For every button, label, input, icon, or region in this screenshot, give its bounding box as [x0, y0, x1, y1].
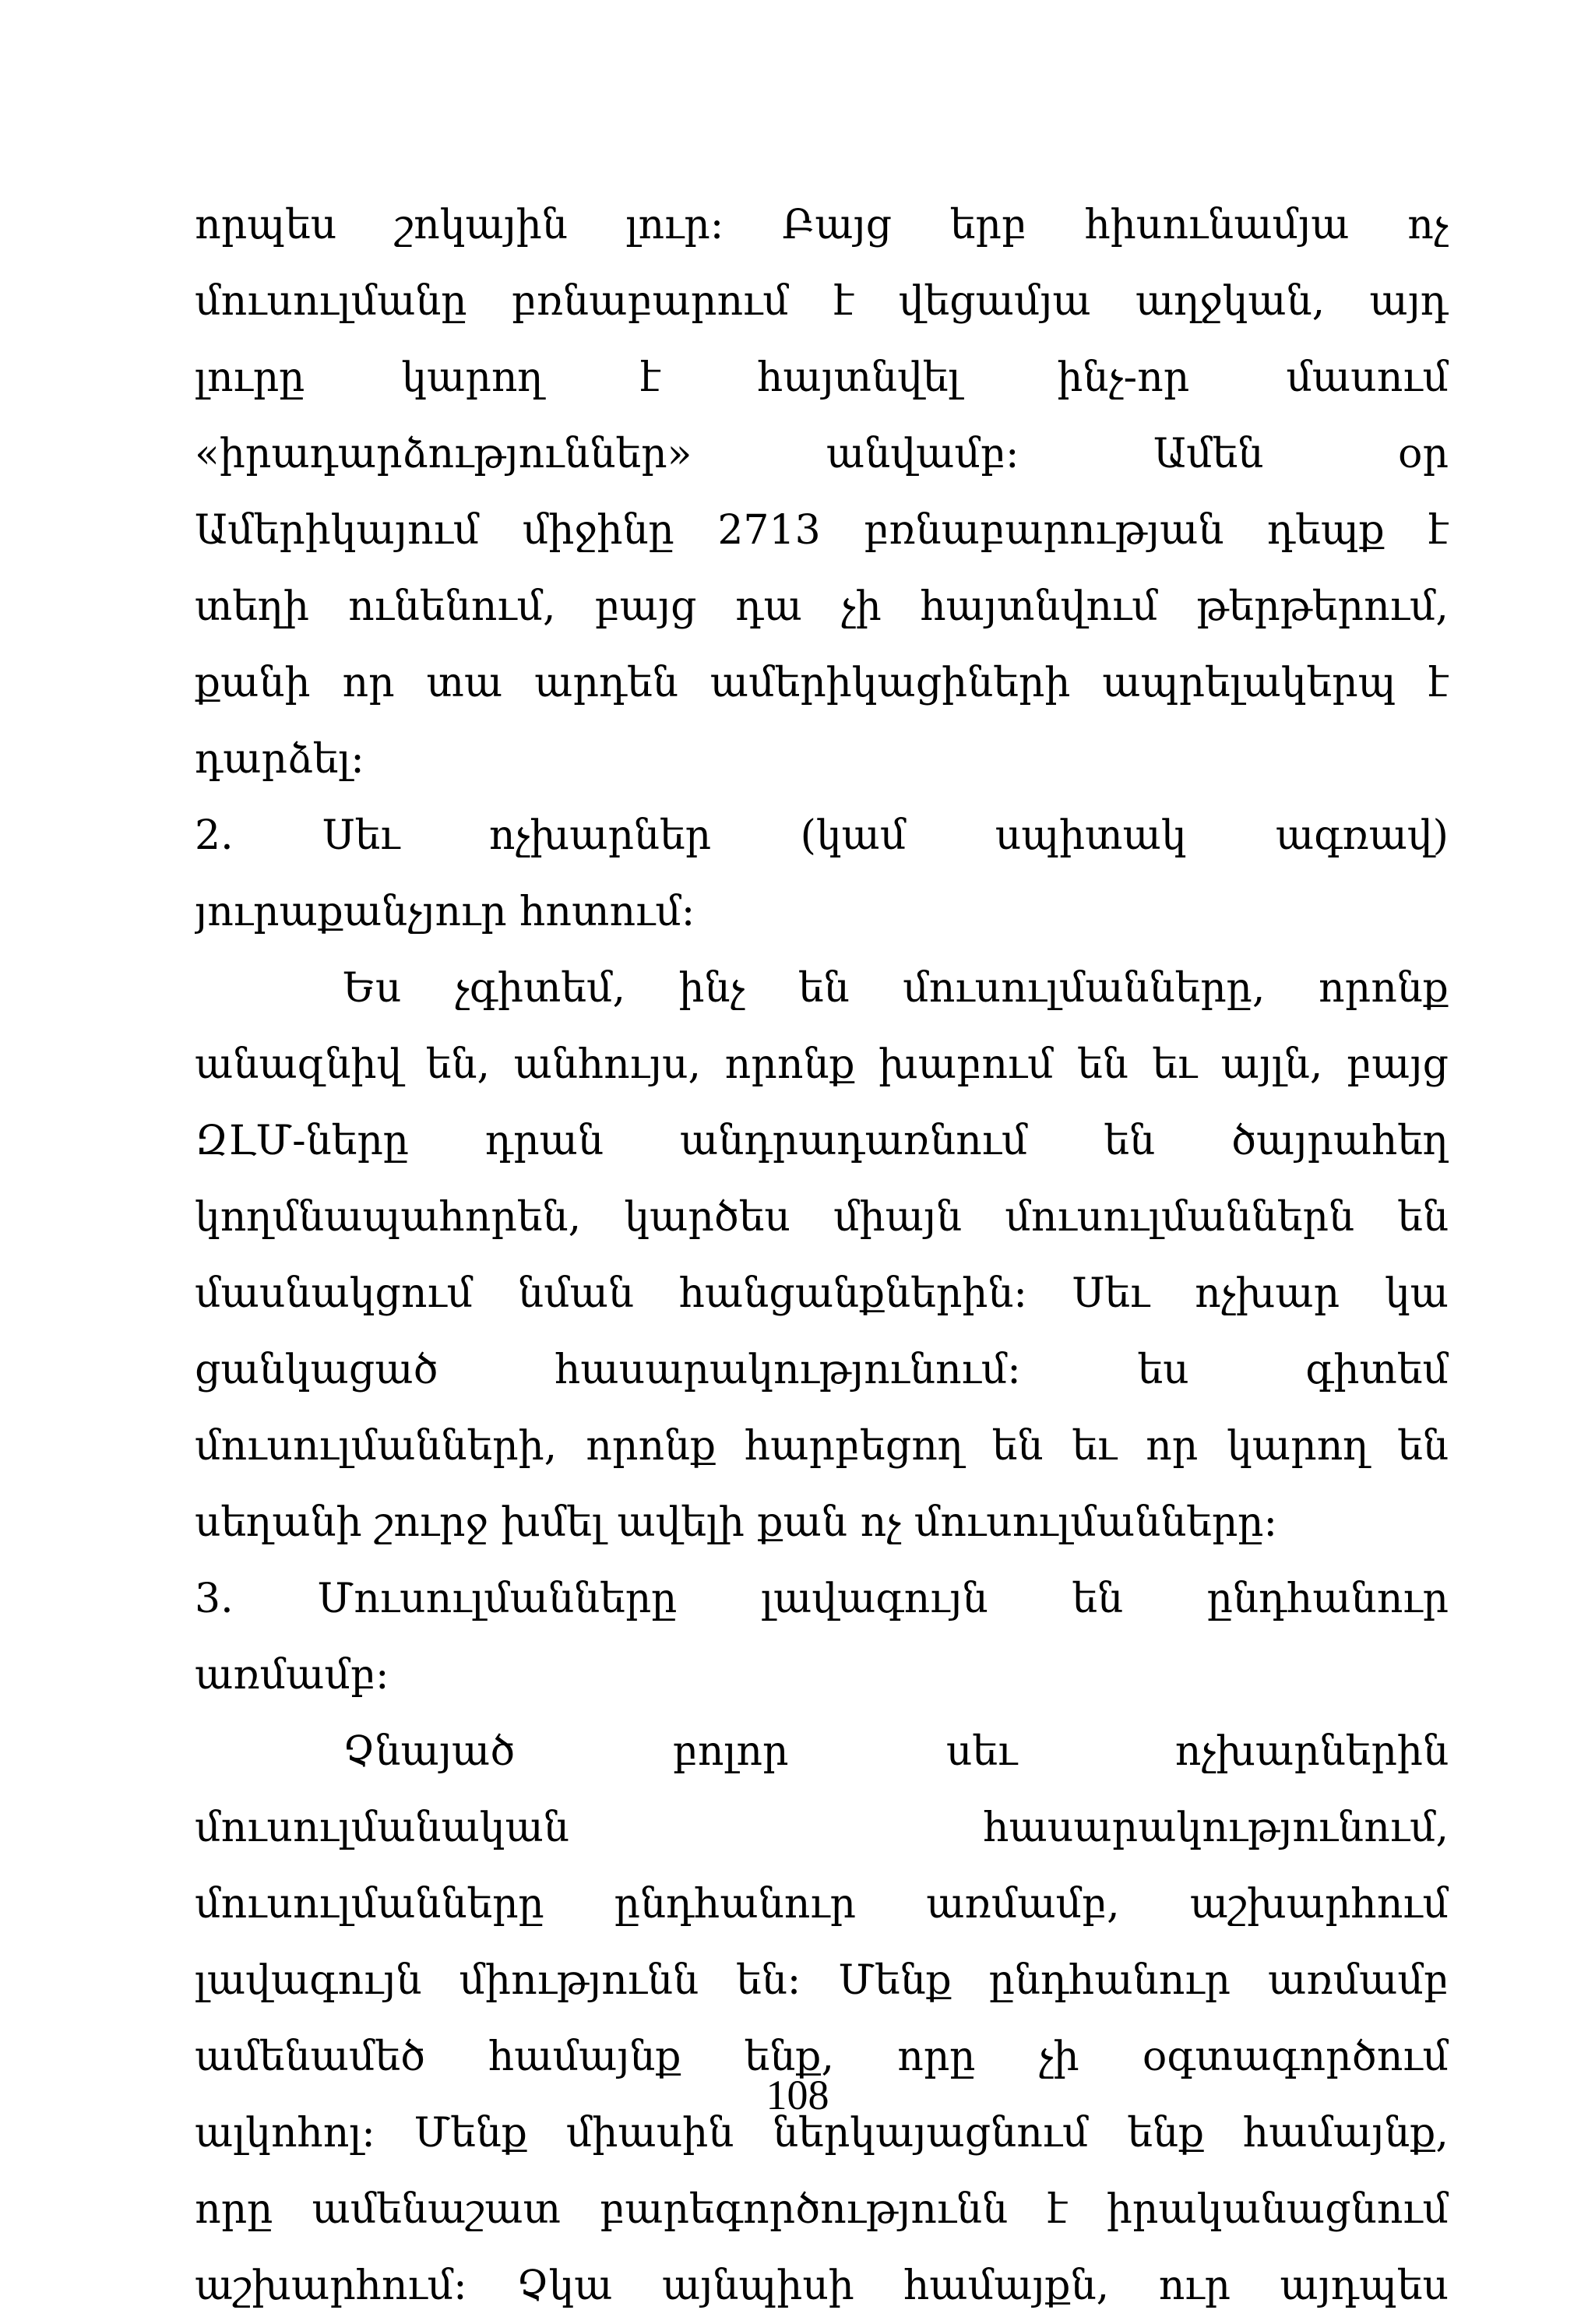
word: հայտնվել — [757, 354, 961, 401]
text-line — [195, 1255, 1449, 1332]
word: մասնակցում — [195, 1270, 474, 1317]
word: ագռավ) — [1275, 812, 1449, 859]
word: կարող — [1227, 1423, 1369, 1470]
word: ամենամեծ — [195, 2034, 425, 2080]
word: է — [1428, 507, 1449, 554]
word: օր — [1397, 431, 1449, 477]
word: վեցամյա — [898, 278, 1091, 325]
word: հանցանքներին: — [678, 1270, 1027, 1317]
word: դա — [735, 583, 802, 630]
word: մասում — [1286, 354, 1449, 401]
word: Ամեն — [1153, 431, 1264, 477]
word: ենք, — [744, 2034, 834, 2080]
word: ոչ — [860, 1499, 902, 1546]
text-line — [195, 263, 1449, 340]
word: այդպես — [1280, 2262, 1449, 2309]
word: հայտնվում — [920, 583, 1158, 630]
text-line — [195, 950, 1449, 1026]
word: Բայց — [782, 202, 893, 248]
word: Սեւ — [322, 812, 400, 859]
word: Մենք — [838, 1957, 952, 2004]
word: Ամերիկայում — [195, 507, 480, 554]
word: լուր: — [625, 202, 724, 248]
word: են — [1104, 1118, 1156, 1164]
word: Չկա — [516, 2262, 613, 2309]
word: որը — [897, 2034, 976, 2080]
word: են — [798, 965, 850, 1012]
word: է — [1428, 660, 1449, 706]
word: որոնք — [724, 1041, 855, 1088]
word: բարեգործությունն — [600, 2186, 1009, 2233]
page-number: 108 — [766, 2072, 829, 2118]
word: արդեն — [534, 660, 678, 706]
word: միջինը — [522, 507, 674, 554]
word: համայնք, — [1243, 2110, 1449, 2157]
word: սեւ — [945, 1728, 1018, 1775]
text-line — [195, 1561, 1449, 1637]
word: ԶԼՄ-ները — [195, 1118, 409, 1164]
word: ունենում, — [347, 583, 556, 630]
word: բռնաբարում — [511, 278, 789, 325]
word: «իրադարձություններ» — [195, 431, 692, 477]
word: քանի — [195, 660, 311, 706]
word: Չնայած — [343, 1728, 516, 1775]
text-line — [195, 1637, 1449, 1713]
word: այլն, — [1220, 1041, 1323, 1088]
word: համայնք — [488, 2034, 681, 2080]
word: չգիտեմ, — [454, 965, 626, 1012]
text-line — [195, 645, 1449, 721]
text-line — [195, 187, 1449, 263]
word: մուսուլմաններն — [1005, 1194, 1355, 1241]
word: որ — [1146, 1423, 1199, 1470]
word: անազնիվ — [195, 1041, 403, 1088]
word: աշխարհում: — [195, 2262, 467, 2309]
word: լավագույն — [195, 1957, 422, 2004]
word: ամերիկացիների — [709, 660, 1071, 706]
text-line — [195, 1713, 1449, 1790]
word: մուսուլմանները, — [903, 965, 1266, 1012]
word: իրականացնում — [1106, 2186, 1449, 2233]
word: ուր — [1158, 2262, 1231, 2309]
word: Մուսուլմանները — [317, 1576, 678, 1622]
word: են — [1397, 1194, 1449, 1241]
word: որ — [342, 660, 395, 706]
word: մուսուլմանների, — [195, 1423, 558, 1470]
word: բայց — [1346, 1041, 1449, 1088]
word: սպիտակ — [995, 812, 1187, 859]
word: ենք — [1127, 2110, 1205, 2157]
word: ես — [1137, 1347, 1189, 1393]
word: անհույս, — [513, 1041, 702, 1088]
word: ոչխարներին — [1174, 1728, 1449, 1775]
word: դրան — [484, 1118, 604, 1164]
word: ընդհանուր — [614, 1881, 857, 1928]
word: է — [833, 278, 854, 325]
word: գիտեմ — [1305, 1347, 1449, 1393]
word: կողմնապահորեն, — [195, 1194, 582, 1241]
word: ցանկացած — [195, 1347, 438, 1393]
word: ոչխարներ — [488, 812, 712, 859]
word: միայն — [833, 1194, 963, 1241]
text-line — [195, 721, 1449, 798]
word: Սեւ — [1072, 1270, 1150, 1317]
text-line — [195, 2171, 1449, 2248]
word: համայքն, — [903, 2262, 1110, 2309]
word: մուսուլմանը — [195, 278, 467, 325]
word: հասարակությունում: — [555, 1347, 1021, 1393]
word: խաբում — [878, 1041, 1054, 1088]
word: ներկայացնում — [773, 2110, 1089, 2157]
word: բոլոր — [672, 1728, 789, 1775]
word: որը — [195, 2186, 273, 2233]
word: են — [991, 1423, 1044, 1470]
word: ծայրահեղ — [1231, 1118, 1449, 1164]
text-line — [195, 416, 1449, 492]
text-line — [195, 1332, 1449, 1408]
text-line — [195, 874, 1449, 950]
word: ապրելակերպ — [1102, 660, 1396, 706]
word: լուրը — [195, 354, 305, 401]
word: մուսուլմանները: — [914, 1499, 1277, 1546]
word: որոնք — [1318, 965, 1449, 1012]
word: ավելի — [617, 1499, 745, 1546]
word: լավագույն — [761, 1576, 988, 1622]
word: առմամբ, — [926, 1881, 1120, 1928]
word: ալկոհոլ: — [195, 2110, 375, 2157]
word: առմամբ — [1268, 1957, 1449, 2004]
text-line — [195, 1026, 1449, 1103]
word: ինչ — [678, 965, 745, 1012]
word: են — [1397, 1423, 1449, 1470]
body-text — [195, 187, 1449, 2324]
word: քան — [757, 1499, 847, 1546]
word: նման — [518, 1270, 634, 1317]
text-line — [195, 1942, 1449, 2019]
text-line — [195, 798, 1449, 874]
word: ամենաշատ — [312, 2186, 561, 2233]
word: են: — [736, 1957, 801, 2004]
word: մուսուլմանական — [195, 1805, 569, 1851]
word: օգտագործում — [1142, 2034, 1449, 2080]
text-line — [195, 340, 1449, 416]
word: երբ — [949, 202, 1026, 248]
word: հասարակությունում, — [983, 1805, 1449, 1851]
word: հոտում: — [519, 889, 695, 935]
word: եւ — [1152, 1041, 1198, 1088]
word: տա — [426, 660, 503, 706]
word: բռնաբարության — [864, 507, 1224, 554]
word: Ես — [343, 965, 402, 1012]
word: են — [1072, 1576, 1124, 1622]
word: աշխարհում — [1189, 1881, 1449, 1928]
word: (կամ — [800, 812, 907, 859]
word: հիսունամյա — [1084, 202, 1350, 248]
word: թերթերում, — [1196, 583, 1449, 630]
word: կարող — [401, 354, 544, 401]
word: 3. — [195, 1576, 234, 1622]
word: բայց — [594, 583, 697, 630]
word: միասին — [565, 2110, 734, 2157]
text-line — [195, 1866, 1449, 1942]
word: ընդհանուր — [1206, 1576, 1449, 1622]
word: ընդհանուր — [988, 1957, 1231, 2004]
word: ինչ-որ — [1057, 354, 1190, 401]
word: ոչ — [1407, 202, 1449, 248]
word: շուրջ — [375, 1499, 488, 1546]
text-line — [195, 492, 1449, 569]
word: խմել — [501, 1499, 604, 1546]
word: անվամբ: — [826, 431, 1019, 477]
word: մուսուլմանները — [195, 1881, 544, 1928]
text-line — [195, 1484, 1449, 1561]
text-line — [195, 1408, 1449, 1484]
word: տեղի — [195, 583, 310, 630]
word: սեղանի — [195, 1499, 362, 1546]
word: այդ — [1369, 278, 1449, 325]
word: 2. — [195, 812, 234, 859]
word: եւ — [1072, 1423, 1118, 1470]
word: շոկային — [395, 202, 568, 248]
word: առմամբ: — [195, 1652, 389, 1699]
word: կարծես — [624, 1194, 790, 1241]
word: դեպք — [1267, 507, 1385, 554]
word: է — [639, 354, 661, 401]
text-line — [195, 569, 1449, 645]
word: են, — [425, 1041, 491, 1088]
word: Մենք — [414, 2110, 528, 2157]
word: չի — [1038, 2034, 1079, 2080]
word: հարբեցող — [745, 1423, 963, 1470]
word: դարձել: — [195, 736, 364, 783]
text-line — [195, 1179, 1449, 1255]
text-line — [195, 1790, 1449, 1866]
word: աղջկան, — [1136, 278, 1326, 325]
word: անդրադառնում — [679, 1118, 1028, 1164]
word: ոչխար — [1194, 1270, 1340, 1317]
word: է — [1047, 2186, 1068, 2233]
word: կա — [1384, 1270, 1449, 1317]
word: միությունն — [459, 1957, 699, 2004]
word: 2713 — [717, 507, 821, 554]
word: են — [1077, 1041, 1128, 1088]
text-line — [195, 1103, 1449, 1179]
word: այնպիսի — [661, 2262, 854, 2309]
word: յուրաքանչյուր — [195, 889, 507, 935]
word: որոնք — [586, 1423, 717, 1470]
word: որպես — [195, 202, 337, 248]
word: չի — [840, 583, 882, 630]
